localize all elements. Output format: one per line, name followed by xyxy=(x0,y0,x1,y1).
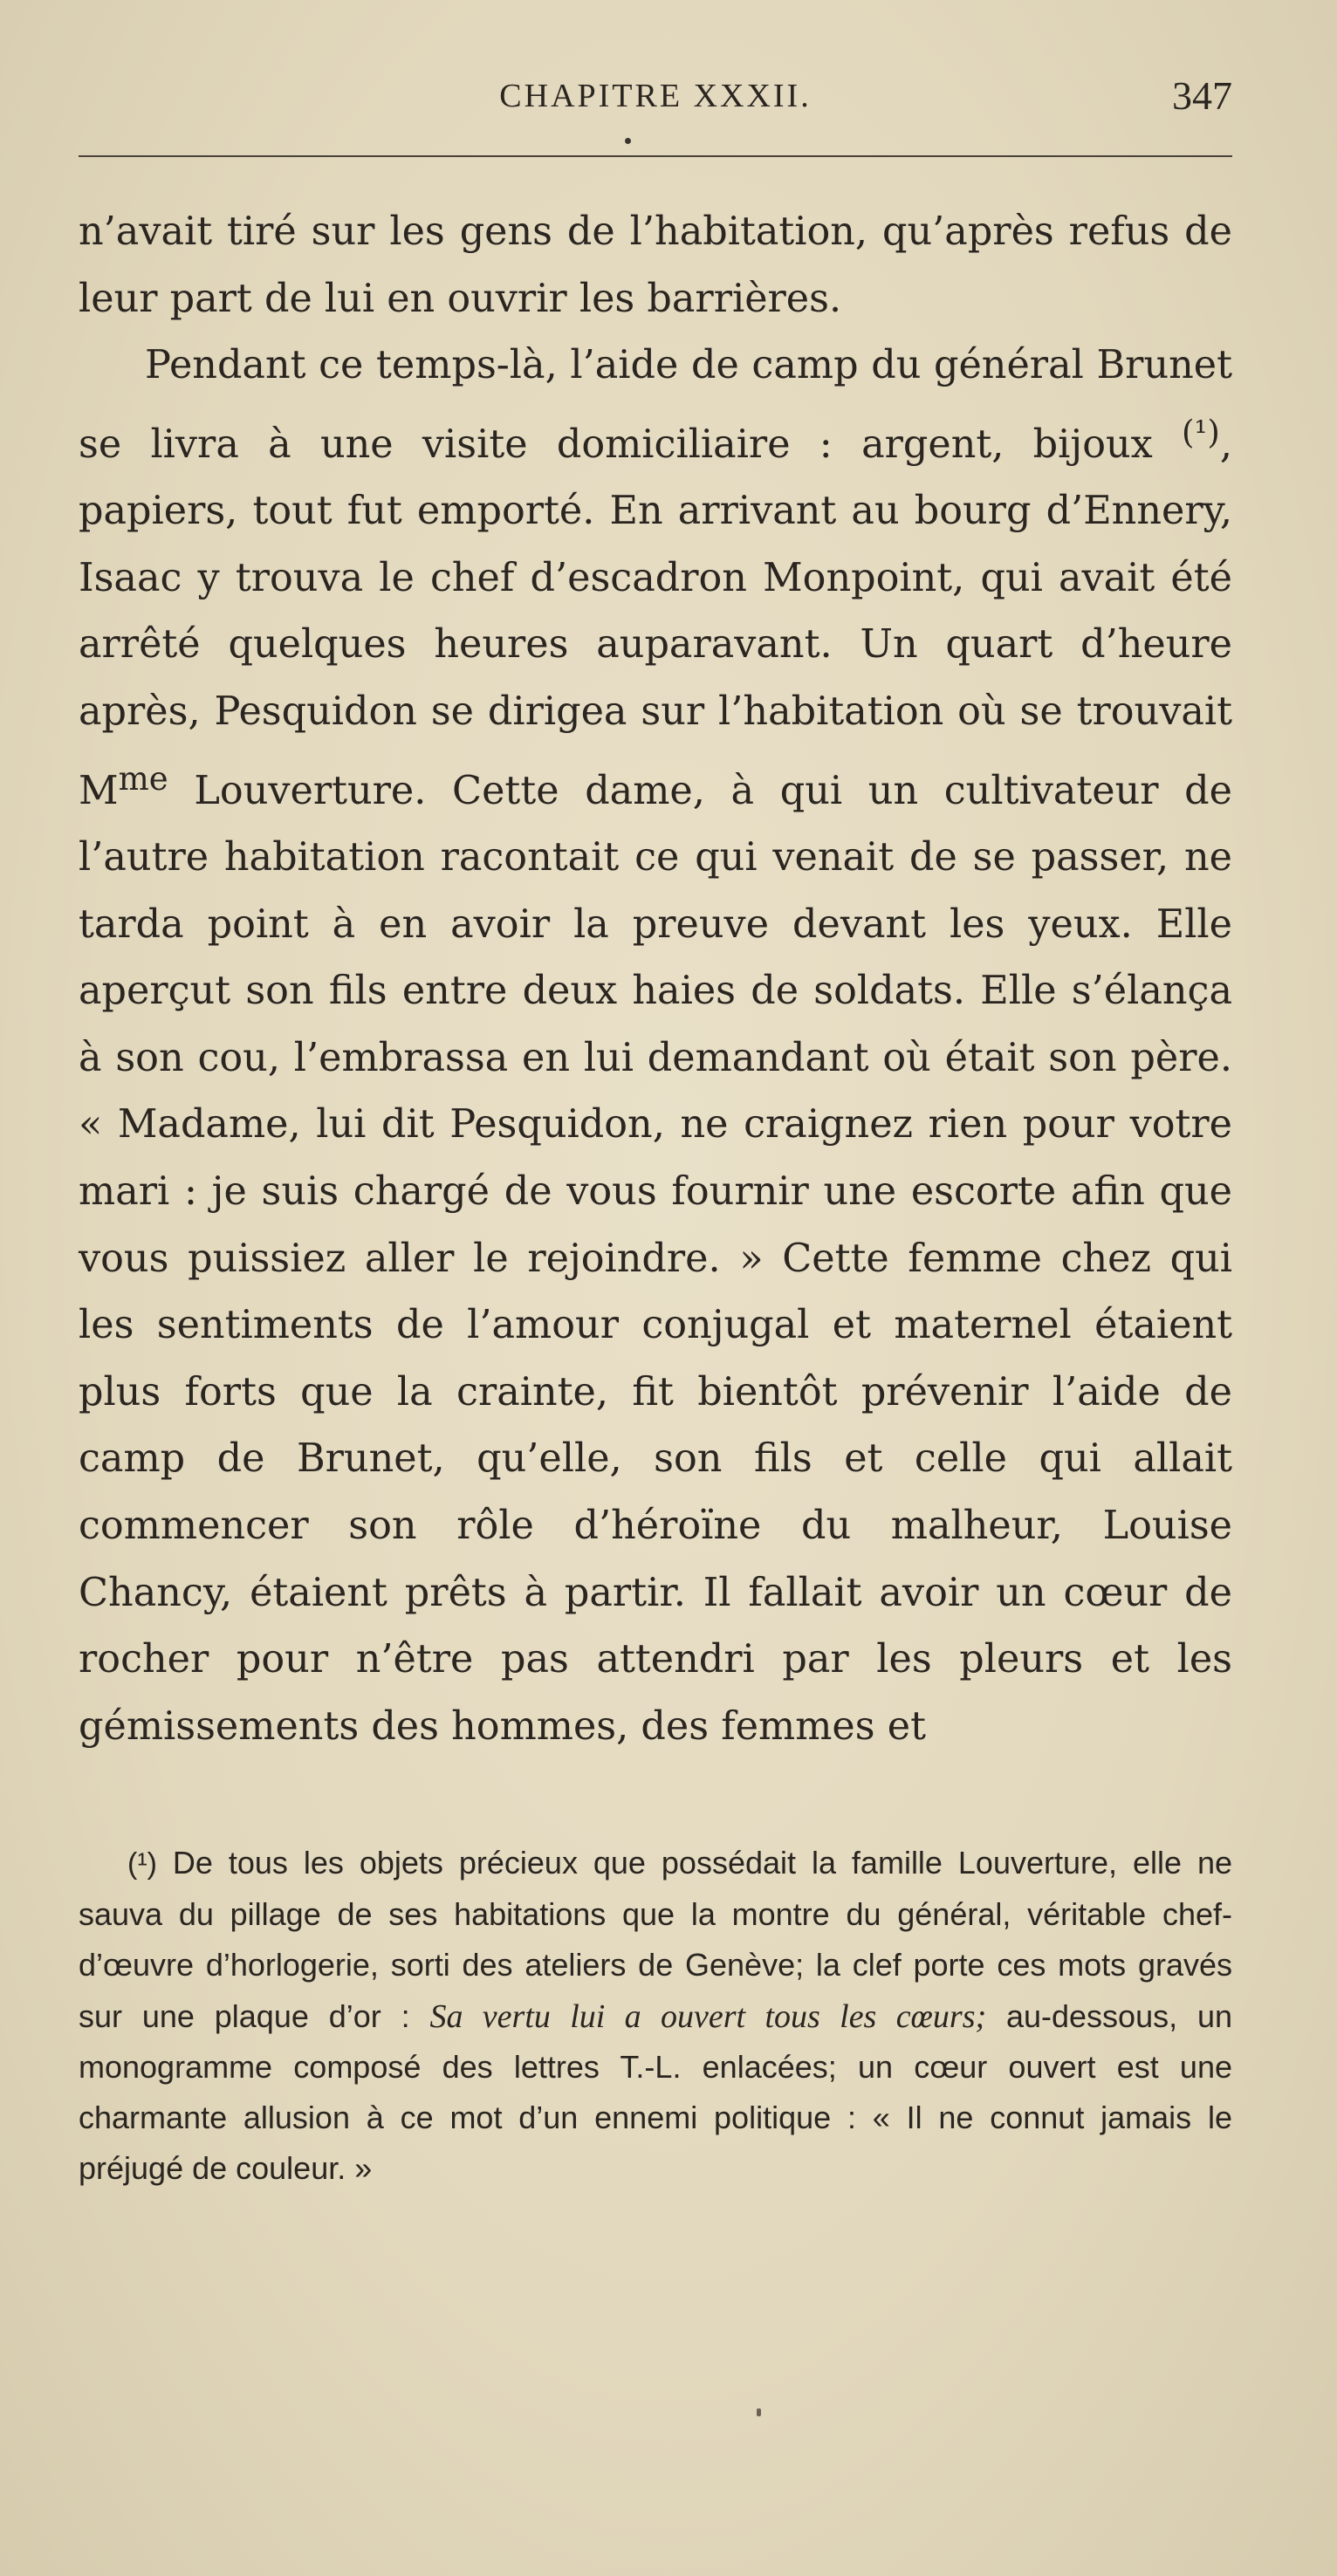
chapter-title: CHAPITRE XXXII. xyxy=(499,78,812,114)
paragraph-text-part: Pendant ce temps-là, l’aide de camp du général Brunet se livra à une visite domiciliaire : argent, bijoux xyxy=(79,343,1232,467)
paragraph-text-part: , papiers, tout fut emporté. En arrivant au bourg d’Ennery, Isaac y trouva le chef d’escadron Monpoint, qui avait été arrêté quelques heures auparavant. Un quart d’heure après, Pesquidon se dirigea sur l’habitation où se trouvait M xyxy=(79,421,1232,813)
footnote xyxy=(79,1838,1232,2194)
superscript-abbreviation: me xyxy=(118,759,168,798)
running-head xyxy=(79,70,1232,122)
paragraph-text-part: Louverture. Cette dame, à qui un cultivateur de l’autre habitation racontait ce qui venait de se passer, ne tarda point à en avoir la preuve devant les yeux. Elle aperçut son fils entre deux haies de soldats. Elle s’élança à son cou, l’embrassa en lui demandant où était son père. « Madame, lui dit Pesquidon, ne craignez rien pour votre mari : je suis chargé de vous fournir une escorte afin que vous puissiez aller le rejoindre. » Cette femme chez qui les sentiments de l’amour conjugal et maternel étaient plus forts que la crainte, fit bientôt prévenir l’aide de camp de Brunet, qu’elle, son fils et celle qui allait commencer son rôle d’héroïne du malheur, Louise Chancy, étaient prêts à partir. Il fallait avoir un cœur de rocher pour n’être pas attendri par les pleurs et les gémissements des hommes, des femmes et xyxy=(79,768,1232,1749)
footnote-text-part: De tous les objets précieux que possédait la famille Louverture, elle ne sauva du pillage de ses habitations que la montre du général, véritable chef-d’œuvre d’horlogerie, sorti des ateliers de Genève; la clef porte ces mots gravés sur une plaque d’or : xyxy=(79,1845,1232,2034)
page-mark xyxy=(757,2408,761,2416)
header-ornament-dot xyxy=(625,138,631,144)
footnote-reference: (¹) xyxy=(1182,413,1220,451)
paragraph-main xyxy=(79,332,1232,1760)
page-number: 347 xyxy=(1172,73,1232,118)
paragraph-continued: n’avait tiré sur les gens de l’habitation, qu’après refus de leur part de lui en ouvrir les barrières. xyxy=(79,209,1232,321)
footnote-text-part: au-dessous, un monogramme composé des lettres T.-L. enlacées; un cœur ouvert est une charmante allusion à ce mot d’un ennemi politique : « Il ne connut jamais le préjugé de couleur. » xyxy=(79,1997,1232,2187)
footnote-marker: (¹) xyxy=(127,1847,157,1881)
header-rule xyxy=(79,155,1232,157)
footnote-italic-quote: Sa vertu lui a ouvert tous les cœurs; xyxy=(429,1997,987,2035)
main-text xyxy=(79,199,1232,1760)
